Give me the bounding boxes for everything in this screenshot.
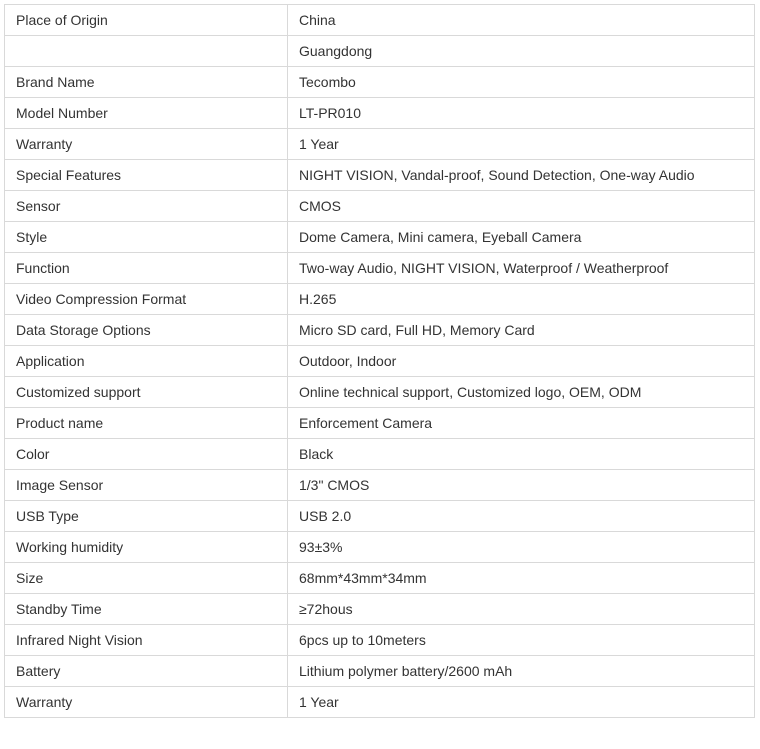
spec-label: Battery bbox=[5, 656, 288, 687]
table-row bbox=[5, 98, 755, 129]
product-spec-table bbox=[4, 4, 755, 718]
spec-value: 68mm*43mm*34mm bbox=[288, 563, 755, 594]
spec-label: Place of Origin bbox=[5, 5, 288, 36]
table-row bbox=[5, 532, 755, 563]
table-row bbox=[5, 160, 755, 191]
table-row bbox=[5, 439, 755, 470]
spec-value: H.265 bbox=[288, 284, 755, 315]
table-row bbox=[5, 253, 755, 284]
spec-value: Outdoor, Indoor bbox=[288, 346, 755, 377]
table-row bbox=[5, 470, 755, 501]
table-row bbox=[5, 36, 755, 67]
table-row bbox=[5, 222, 755, 253]
spec-value: Online technical support, Customized logo, OEM, ODM bbox=[288, 377, 755, 408]
spec-value: 6pcs up to 10meters bbox=[288, 625, 755, 656]
spec-value: China bbox=[288, 5, 755, 36]
table-row bbox=[5, 563, 755, 594]
spec-label: Data Storage Options bbox=[5, 315, 288, 346]
spec-value: 93±3% bbox=[288, 532, 755, 563]
spec-label: Working humidity bbox=[5, 532, 288, 563]
spec-label: Video Compression Format bbox=[5, 284, 288, 315]
table-row bbox=[5, 67, 755, 98]
spec-value: 1/3" CMOS bbox=[288, 470, 755, 501]
spec-value: Black bbox=[288, 439, 755, 470]
spec-label: Size bbox=[5, 563, 288, 594]
spec-value: USB 2.0 bbox=[288, 501, 755, 532]
table-row bbox=[5, 408, 755, 439]
spec-label: Infrared Night Vision bbox=[5, 625, 288, 656]
spec-label: Model Number bbox=[5, 98, 288, 129]
spec-value: NIGHT VISION, Vandal-proof, Sound Detection, One-way Audio bbox=[288, 160, 755, 191]
spec-label: Application bbox=[5, 346, 288, 377]
spec-label: Customized support bbox=[5, 377, 288, 408]
spec-value: CMOS bbox=[288, 191, 755, 222]
spec-label: Sensor bbox=[5, 191, 288, 222]
spec-value: Two-way Audio, NIGHT VISION, Waterproof / Weatherproof bbox=[288, 253, 755, 284]
spec-label: Function bbox=[5, 253, 288, 284]
table-row bbox=[5, 377, 755, 408]
spec-value: Enforcement Camera bbox=[288, 408, 755, 439]
spec-value: Tecombo bbox=[288, 67, 755, 98]
spec-label bbox=[5, 36, 288, 67]
spec-value: Lithium polymer battery/2600 mAh bbox=[288, 656, 755, 687]
spec-label: Color bbox=[5, 439, 288, 470]
spec-label: Image Sensor bbox=[5, 470, 288, 501]
table-row bbox=[5, 594, 755, 625]
spec-value: 1 Year bbox=[288, 129, 755, 160]
table-row bbox=[5, 501, 755, 532]
table-row bbox=[5, 129, 755, 160]
table-row bbox=[5, 191, 755, 222]
spec-value: LT-PR010 bbox=[288, 98, 755, 129]
spec-label: Product name bbox=[5, 408, 288, 439]
spec-table-body bbox=[5, 5, 755, 718]
table-row bbox=[5, 5, 755, 36]
table-row bbox=[5, 315, 755, 346]
spec-label: Standby Time bbox=[5, 594, 288, 625]
spec-value: Dome Camera, Mini camera, Eyeball Camera bbox=[288, 222, 755, 253]
spec-value: Guangdong bbox=[288, 36, 755, 67]
spec-label: USB Type bbox=[5, 501, 288, 532]
spec-label: Warranty bbox=[5, 129, 288, 160]
spec-label: Special Features bbox=[5, 160, 288, 191]
table-row bbox=[5, 625, 755, 656]
table-row bbox=[5, 656, 755, 687]
spec-value: ≥72hous bbox=[288, 594, 755, 625]
spec-label: Style bbox=[5, 222, 288, 253]
table-row bbox=[5, 346, 755, 377]
spec-label: Warranty bbox=[5, 687, 288, 718]
spec-value: 1 Year bbox=[288, 687, 755, 718]
table-row bbox=[5, 687, 755, 718]
spec-value: Micro SD card, Full HD, Memory Card bbox=[288, 315, 755, 346]
spec-label: Brand Name bbox=[5, 67, 288, 98]
table-row bbox=[5, 284, 755, 315]
